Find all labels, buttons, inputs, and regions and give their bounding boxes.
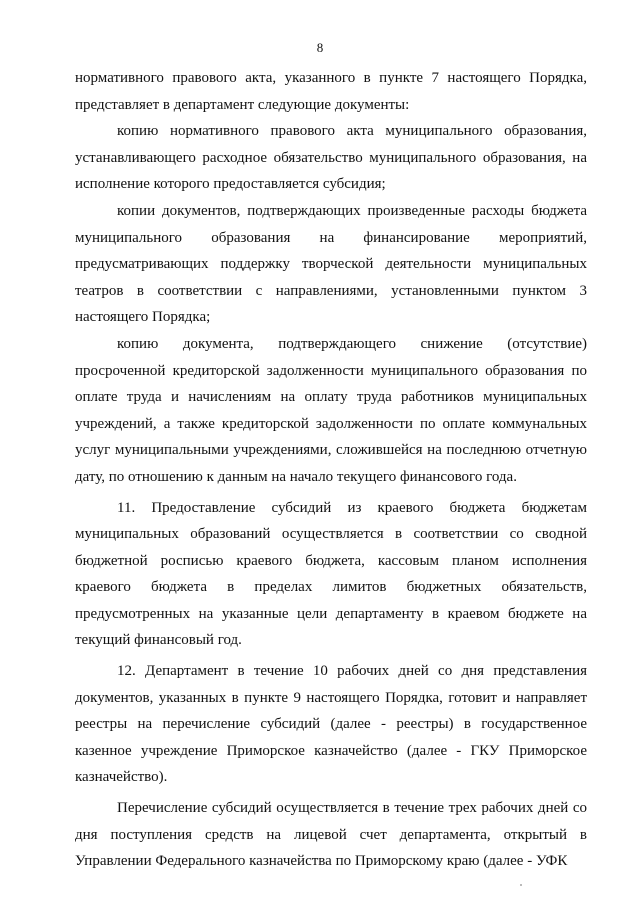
paragraph-transfer: Перечисление субсидий осуществляется в течение трех рабочих дней со дня поступления средств на лицевой счет департамента, открытый в Управлении Федерального казначейства по Приморскому краю (далее - УФК (75, 800, 587, 870)
paragraph-list-item-3: копию документа, подтверждающего снижение (отсутствие) просроченной кредиторской задолженности муниципального образования по оплате труда и начислениям на оплату труда работников муниципальных учреждений, а также кредиторской задолженности по оплате коммунальных услуг муниципальными учреждениями, сложившейся на последнюю отчетную дату, по отношению к данным на начало текущего финансового года. (75, 335, 587, 485)
page-number: 8 (316, 40, 324, 55)
scan-speck (520, 884, 522, 886)
paragraph-list-item-2: копии документов, подтверждающих произведенные расходы бюджета муниципального образования на финансирование мероприятий, предусматривающих поддержку творческой деятельности муниципальных театров в соответствии с направлениями, установленными пунктом 3 настоящего Порядка; (75, 202, 587, 326)
paragraph-clause-11: 11. Предоставление субсидий из краевого бюджета бюджетам муниципальных образований осуществляется в соответствии со сводной бюджетной росписью краевого бюджета, кассовым планом исполнения краевого бюджета в пределах лимитов бюджетных обязательств, предусмотренных на указанные цели департаменту в краевом бюджете на текущий финансовый год. (75, 499, 587, 649)
document-body (75, 65, 587, 875)
paragraph-clause-12: 12. Департамент в течение 10 рабочих дней со дня представления документов, указанных в пункте 9 настоящего Порядка, готовит и направляет реестры на перечисление субсидий (далее - реестры) в государственное казенное учреждение Приморское казначейство (далее - ГКУ Приморское казначейство). (75, 663, 587, 786)
paragraph-continuation: нормативного правового акта, указанного в пункте 7 настоящего Порядка, представляет в департамент следующие документы: (75, 70, 587, 113)
paragraph-list-item-1: копию нормативного правового акта муниципального образования, устанавливающего расходное обязательство муниципального образования, на исполнение которого предоставляется субсидия; (75, 123, 587, 193)
